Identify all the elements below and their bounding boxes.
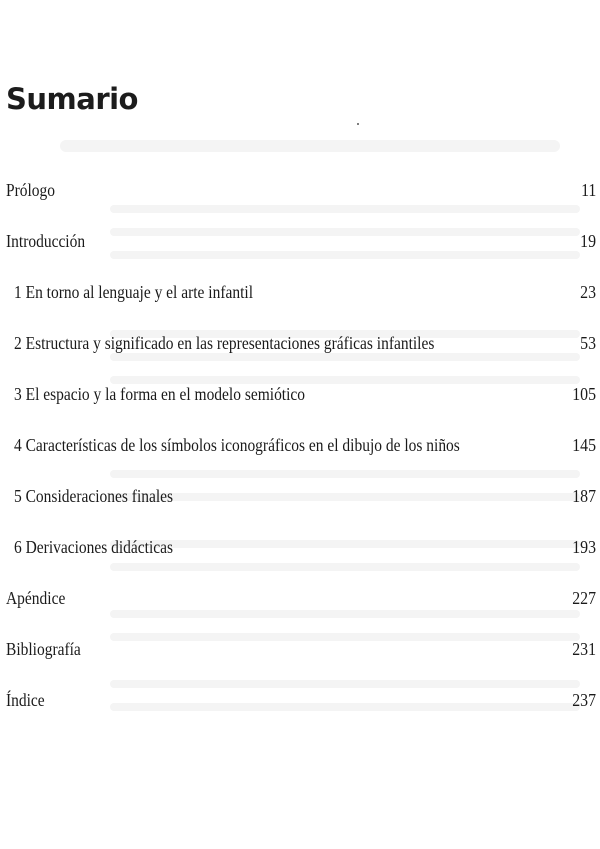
toc-entry-chapter-3 [0,382,598,433]
toc-entry-chapter-5 [0,484,598,535]
toc-entry-page: 19 [580,231,596,251]
toc-entry-introduccion [0,229,598,280]
toc-entry-page: 187 [572,486,596,506]
toc-entry-page: 145 [572,435,596,455]
toc-entry-label: Apéndice [6,588,66,608]
toc-entry-page: 23 [580,282,596,302]
toc-entry-label: Prólogo [6,180,56,200]
toc-entry-chapter-1 [0,280,598,331]
toc-entry-label: Bibliografía [6,639,81,659]
page-title: Sumario [6,82,138,116]
toc-entry-label: 6 Derivaciones didácticas [14,537,174,557]
toc-entry-label: Introducción [6,231,86,251]
toc-entry-label: 3 El espacio y la forma en el modelo semiótico [14,384,306,404]
toc-entry-chapter-4 [0,433,598,484]
toc-entry-indice [0,688,598,739]
toc-entry-page: 237 [572,690,596,710]
toc-entry-apendice [0,586,598,637]
scan-speck [357,123,359,125]
toc-entry-label: 2 Estructura y significado en las representaciones gráficas infantiles [14,333,435,353]
toc-entry-chapter-2 [0,331,598,382]
toc-entry-page: 53 [580,333,596,353]
toc-entry-page: 11 [580,180,596,200]
toc-entry-label: Índice [6,690,45,710]
toc-entry-bibliografia [0,637,598,688]
toc-entry-page: 193 [572,537,596,557]
toc-entry-chapter-6 [0,535,598,586]
table-of-contents [0,178,598,739]
toc-entry-label: 4 Características de los símbolos iconográficos en el dibujo de los niños [14,435,460,455]
toc-entry-page: 105 [572,384,596,404]
toc-entry-label: 1 En torno al lenguaje y el arte infantil [14,282,253,302]
toc-entry-prologo [0,178,598,229]
toc-entry-page: 227 [572,588,596,608]
toc-entry-label: 5 Consideraciones finales [14,486,174,506]
toc-entry-page: 231 [572,639,596,659]
